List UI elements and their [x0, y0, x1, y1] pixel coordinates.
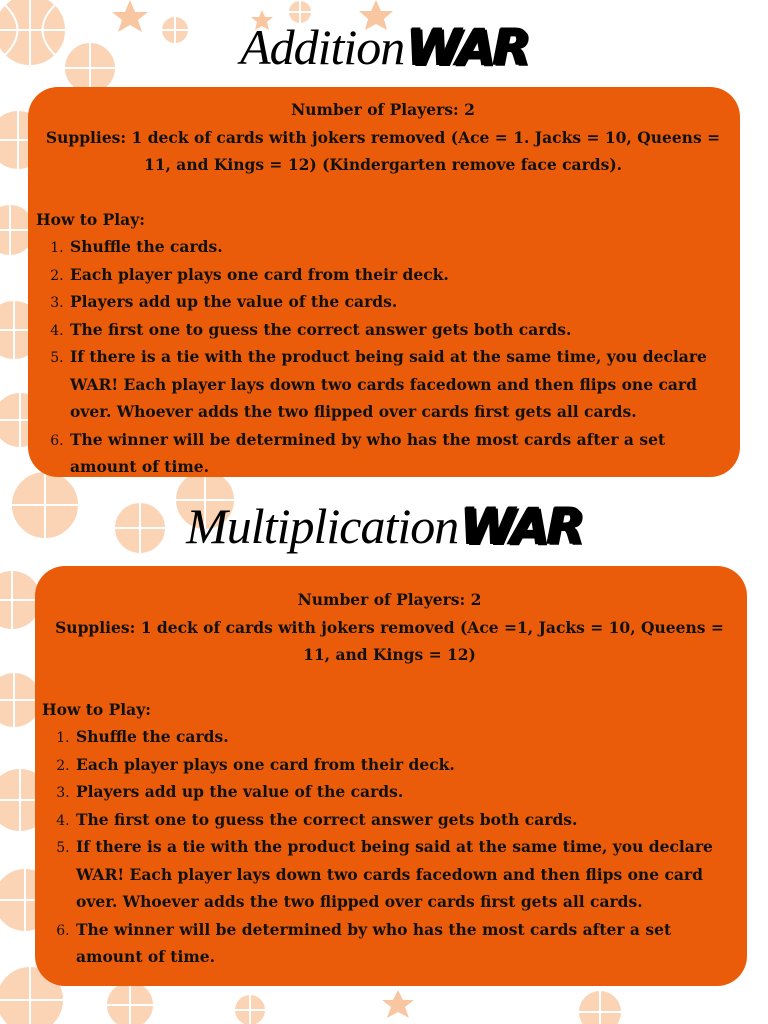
list-item: 4. The first one to guess the correct answer gets both cards. — [68, 316, 730, 344]
addition-supplies: Supplies: 1 deck of cards with jokers removed (Ace = 1. Jacks = 10, Queens = 11, and Kings = 12) (Kindergarten remove face cards). — [45, 127, 721, 174]
list-item: 1. Shuffle the cards. — [74, 723, 737, 751]
multiplication-title-light: Multiplication — [186, 498, 459, 554]
list-item: 6. The winner will be determined by who has the most cards after a set amount of time. — [68, 426, 730, 481]
addition-steps-list — [36, 233, 730, 481]
basketball-icon — [578, 990, 622, 1024]
list-item: 5. If there is a tie with the product being said at the same time, you declare WAR! Each player lays down two cards facedown and then flips one card over. Whoever adds the two flipped over cards first gets all cards. — [68, 343, 730, 426]
multiplication-steps-list — [42, 723, 737, 971]
multiplication-war-card — [35, 566, 747, 986]
multiplication-war-title — [0, 497, 768, 555]
basketball-icon — [106, 981, 154, 1024]
star-icon — [382, 990, 414, 1018]
addition-howto-label: How to Play: — [36, 209, 145, 229]
list-item: 3. Players add up the value of the cards. — [68, 288, 730, 316]
addition-title-light: Addition — [240, 19, 405, 75]
list-item: 2. Each player plays one card from their deck. — [74, 751, 737, 779]
addition-war-title — [0, 18, 768, 76]
multiplication-title-bold: WAR — [460, 497, 582, 555]
basketball-icon — [234, 994, 266, 1024]
addition-players: Number of Players: 2 — [291, 100, 475, 119]
multiplication-players: Number of Players: 2 — [297, 590, 482, 609]
addition-war-card — [28, 87, 740, 477]
list-item: 5. If there is a tie with the product being said at the same time, you declare WAR! Each player lays down two cards facedown and then flips one card over. Whoever adds the two flipped over cards first gets all cards. — [74, 833, 737, 916]
multiplication-supplies: Supplies: 1 deck of cards with jokers removed (Ace =1, Jacks = 10, Queens = 11, and Kings = 12) — [55, 617, 724, 664]
addition-title-bold: WAR — [406, 18, 528, 76]
list-item: 3. Players add up the value of the cards. — [74, 778, 737, 806]
list-item: 6. The winner will be determined by who has the most cards after a set amount of time. — [74, 916, 737, 971]
list-item: 1. Shuffle the cards. — [68, 233, 730, 261]
list-item: 4. The first one to guess the correct answer gets both cards. — [74, 806, 737, 834]
multiplication-howto-label: How to Play: — [42, 699, 151, 719]
list-item: 2. Each player plays one card from their deck. — [68, 261, 730, 289]
